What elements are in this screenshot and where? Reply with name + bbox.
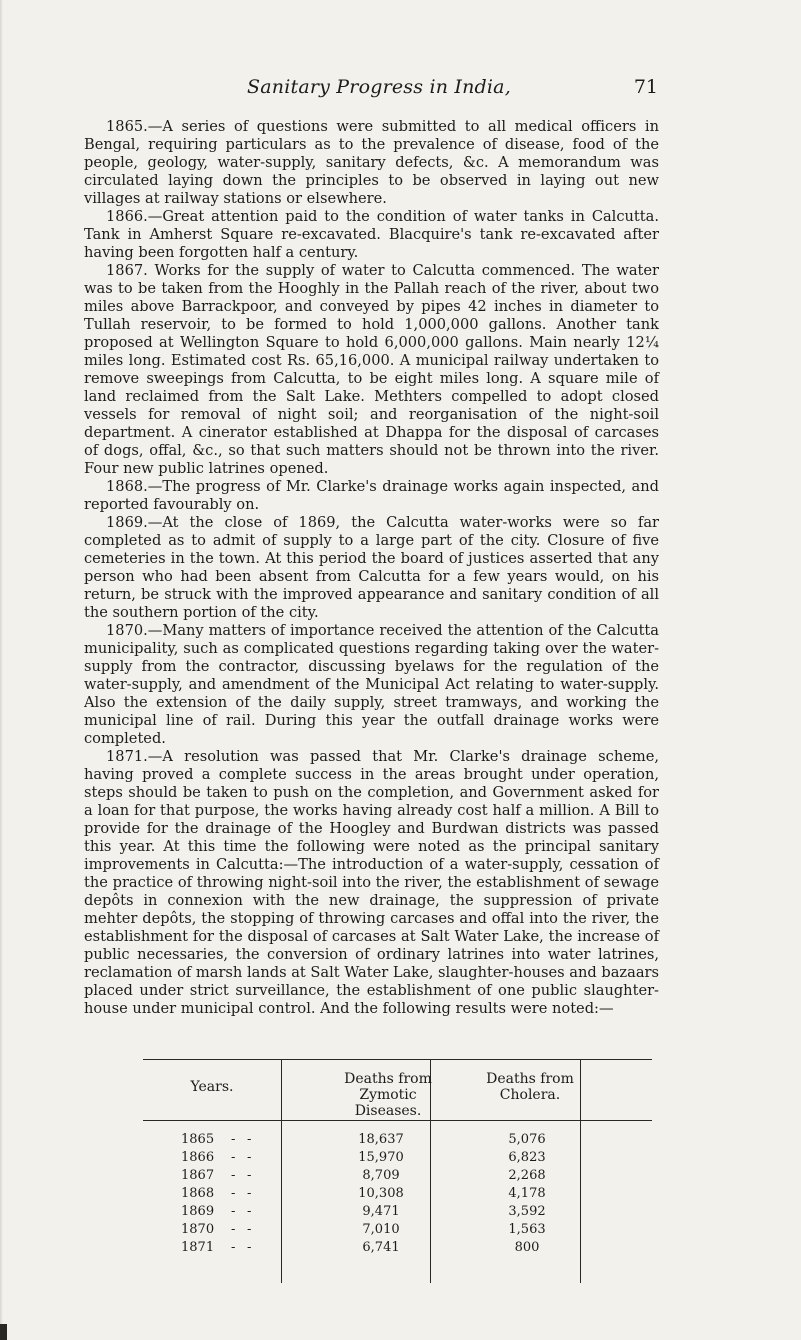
- paragraph-1871: 1871.—A resolution was passed that Mr. Clarke's drainage scheme, having proved a complete success in the areas brought under operation, steps should be taken to push on the completion, and Government asked for a loan for that purpose, the works having already cost half a million. A Bill to provide for the drainage of the Hoogley and Burdwan districts was passed this year. At this time the following were noted as the principal sanitary improvements in Calcutta:—The introduction of a water-supply, cessation of the practice of throwing night-soil into the river, the establishment of sewage depôts in connexion with the new drainage, the suppression of private mehter depôts, the stopping of throwing carcases and offal into the river, the establishment for the disposal of carcases at Salt Water Lake, the increase of public necessaries, the conversion of ordinary latrines into water latrines, reclamation of marsh lands at Salt Water Lake, slaughter-houses and bazaars placed under strict surveillance, the establishment of one public slaughter-house under municipal control. And the following results were noted:—: [84, 748, 659, 1017]
- table-cell-year: [181, 1240, 261, 1255]
- table-cell-cholera: 800: [514, 1240, 540, 1255]
- table-cell-year: [181, 1222, 261, 1237]
- leader-dash: -: [247, 1204, 252, 1219]
- paragraph-1866: 1866.—Great attention paid to the condition of water tanks in Calcutta. Tank in Amherst Square re-excavated. Blacquire's tank re-excavated after having been forgotten half a century.: [84, 208, 659, 261]
- leader-dash: -: [247, 1186, 252, 1201]
- column-divider: [281, 1059, 282, 1283]
- year-value: 1870: [181, 1222, 215, 1237]
- leader-dash: -: [247, 1150, 252, 1165]
- year-value: 1866: [181, 1150, 215, 1165]
- paragraph-1869: 1869.—At the close of 1869, the Calcutta water-works were so far completed as to admit of supply to a large part of the city. Closure of five cemeteries in the town. At this period the board of justices asserted that any person who had been absent from Calcutta for a few years would, on his return, be struck with the improved appearance and sanitary condition of all the southern portion of the city.: [84, 514, 659, 621]
- body-text: [84, 118, 659, 1018]
- table-top-rule: [143, 1059, 652, 1060]
- header-zymotic: Deaths from Zymotic Diseases.: [344, 1071, 432, 1119]
- table-cell-zymotic: 9,471: [362, 1204, 400, 1219]
- paragraph-1868: 1868.—The progress of Mr. Clarke's drainage works again inspected, and reported favourably on.: [84, 478, 659, 513]
- leader-dash: -: [247, 1222, 252, 1237]
- page-edge-mark: [0, 1324, 7, 1340]
- leader-dash: -: [247, 1240, 252, 1255]
- leader-dash: -: [231, 1222, 236, 1237]
- table-cell-year: [181, 1132, 261, 1147]
- table-cell-cholera: 5,076: [508, 1132, 546, 1147]
- page-header: [100, 76, 658, 100]
- paragraph-1865: 1865.—A series of questions were submitted to all medical officers in Bengal, requiring particulars as to the prevalence of disease, food of the people, geology, water-supply, sanitary defects, &c. A memorandum was circulated laying down the principles to be observed in laying out new villages at railway stations or elsewhere.: [84, 118, 659, 207]
- header-cholera: Deaths from Cholera.: [486, 1071, 574, 1103]
- table-cell-year: [181, 1204, 261, 1219]
- table-header-rule: [143, 1120, 652, 1121]
- leader-dash: -: [231, 1150, 236, 1165]
- table-cell-cholera: 1,563: [508, 1222, 546, 1237]
- page-number: 71: [633, 76, 658, 98]
- table-cell-zymotic: 8,709: [362, 1168, 400, 1183]
- table-cell-year: [181, 1186, 261, 1201]
- table-cell-zymotic: 6,741: [362, 1240, 400, 1255]
- leader-dash: -: [247, 1132, 252, 1147]
- leader-dash: -: [231, 1132, 236, 1147]
- table-cell-cholera: 4,178: [508, 1186, 546, 1201]
- paragraph-1870: 1870.—Many matters of importance received the attention of the Calcutta municipality, such as complicated questions regarding taking over the water-supply from the contractor, discussing byelaws for the regulation of the water-supply, and amendment of the Municipal Act relating to water-supply. Also the extension of the daily supply, street tramways, and working the municipal line of rail. During this year the outfall drainage works were completed.: [84, 622, 659, 747]
- table-cell-year: [181, 1150, 261, 1165]
- year-value: 1867: [181, 1168, 215, 1183]
- leader-dash: -: [231, 1168, 236, 1183]
- leader-dash: -: [231, 1186, 236, 1201]
- table-cell-cholera: 6,823: [508, 1150, 546, 1165]
- page-spine-shadow: [0, 0, 3, 1340]
- leader-dash: -: [247, 1168, 252, 1183]
- table-cell-cholera: 3,592: [508, 1204, 546, 1219]
- table-cell-zymotic: 10,308: [358, 1186, 404, 1201]
- year-value: 1868: [181, 1186, 215, 1201]
- year-value: 1871: [181, 1240, 215, 1255]
- leader-dash: -: [231, 1240, 236, 1255]
- year-value: 1865: [181, 1132, 215, 1147]
- paragraph-1867: 1867. Works for the supply of water to Calcutta commenced. The water was to be taken from the Hooghly in the Pallah reach of the river, about two miles above Barrackpoor, and conveyed by pipes 42 inches in diameter to Tullah reservoir, to be formed to hold 1,000,000 gallons. Another tank proposed at Wellington Square to hold 6,000,000 gallons. Main nearly 12¼ miles long. Estimated cost Rs. 65,16,000. A municipal railway undertaken to remove sweepings from Calcutta, to be eight miles long. A square mile of land reclaimed from the Salt Lake. Methters compelled to adopt closed vessels for removal of night soil; and reorganisation of the night-soil department. A cinerator established at Dhappa for the disposal of carcases of dogs, offal, &c., so that such matters should not be thrown into the river. Four new public latrines opened.: [84, 262, 659, 477]
- leader-dash: -: [231, 1204, 236, 1219]
- table-cell-zymotic: 18,637: [358, 1132, 404, 1147]
- running-title: Sanitary Progress in India,: [247, 76, 511, 98]
- table-cell-zymotic: 7,010: [362, 1222, 400, 1237]
- table-cell-year: [181, 1168, 261, 1183]
- table-cell-zymotic: 15,970: [358, 1150, 404, 1165]
- header-years: Years.: [190, 1079, 234, 1095]
- table-cell-cholera: 2,268: [508, 1168, 546, 1183]
- year-value: 1869: [181, 1204, 215, 1219]
- deaths-table: [143, 1059, 652, 1283]
